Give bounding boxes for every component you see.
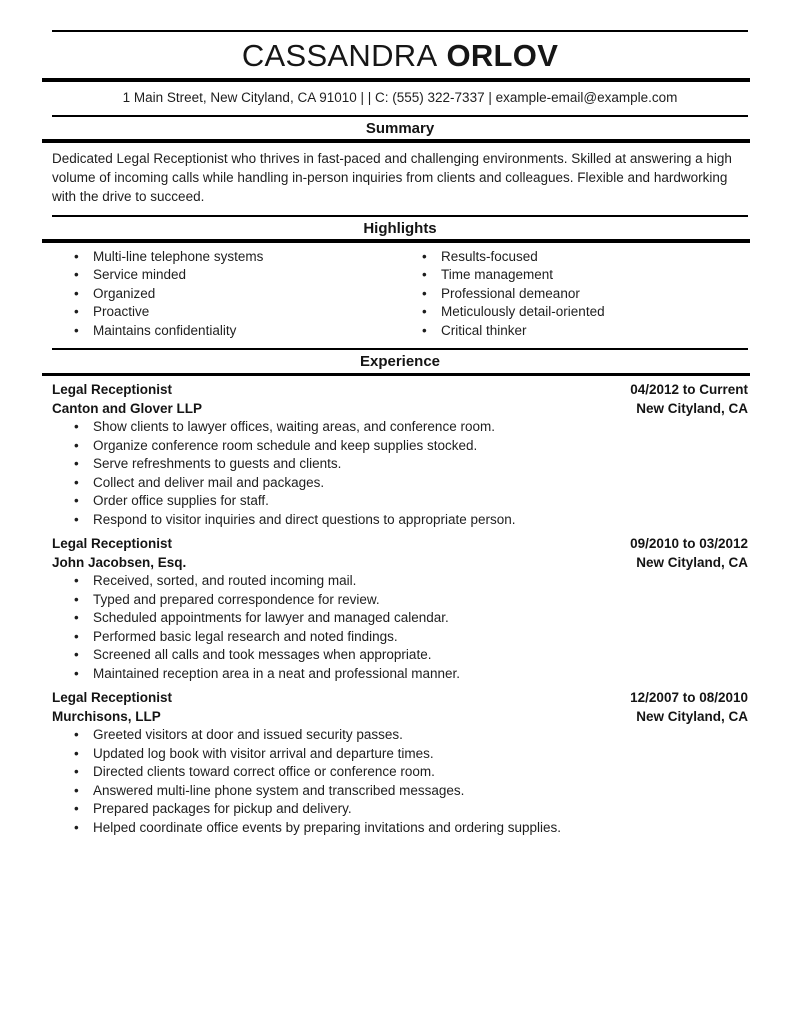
highlights-column-left xyxy=(52,248,400,341)
job-location: New Cityland, CA xyxy=(636,554,748,570)
highlights-column-right xyxy=(400,248,748,341)
experience-section-title: Experience xyxy=(359,353,441,370)
highlights-title-divider xyxy=(42,239,750,243)
highlight-item: • Maintains confidentiality xyxy=(52,322,400,341)
highlight-item: • Organized xyxy=(52,285,400,304)
job-bullet: • Collect and deliver mail and packages. xyxy=(52,474,748,493)
job-dates: 09/2010 to 03/2012 xyxy=(630,536,748,551)
job-subheader-row xyxy=(52,708,748,727)
job-company: John Jacobsen, Esq. xyxy=(52,554,187,570)
job-bullet: • Helped coordinate office events by preparing invitations and ordering supplies. xyxy=(52,819,748,838)
job-title: Legal Receptionist xyxy=(52,690,173,705)
job-dates: 12/2007 to 08/2010 xyxy=(630,690,748,705)
highlights-section-title: Highlights xyxy=(363,219,437,237)
experience-job xyxy=(52,381,748,529)
header-top-divider xyxy=(52,30,748,32)
job-header-row xyxy=(52,535,748,554)
candidate-name xyxy=(0,34,800,78)
highlight-item: • Multi-line telephone systems xyxy=(52,248,400,267)
job-location: New Cityland, CA xyxy=(636,708,748,724)
job-company: Murchisons, LLP xyxy=(52,708,161,724)
summary-section-title: Summary xyxy=(365,119,435,137)
job-company: Canton and Glover LLP xyxy=(52,400,203,416)
experience-job xyxy=(52,535,748,683)
job-subheader-row xyxy=(52,554,748,573)
summary-text: Dedicated Legal Receptionist who thrives in fast-paced and challenging environments. Skilled at answering a high volume of incoming calls while handling in-person inquiries from clients and colleagues. Flexible and hardworking with the drive to succeed. xyxy=(52,150,732,204)
contact-line: 1 Main Street, New Cityland, CA 91010 | | C: (555) 322-7337 | example-email@example.com xyxy=(122,89,678,105)
job-subheader-row xyxy=(52,400,748,419)
job-header-row xyxy=(52,689,748,708)
job-bullet: • Serve refreshments to guests and clients. xyxy=(52,455,748,474)
candidate-first-name: CASSANDRA xyxy=(241,38,438,73)
job-title: Legal Receptionist xyxy=(52,382,173,397)
highlights-list-right xyxy=(400,248,748,341)
candidate-last-name: ORLOV xyxy=(446,38,559,73)
experience-body xyxy=(52,381,748,837)
highlight-item: • Meticulously detail-oriented xyxy=(400,303,748,322)
job-bullet: • Updated log book with visitor arrival and departure times. xyxy=(52,745,748,764)
job-header-row xyxy=(52,381,748,400)
job-bullet-list xyxy=(52,418,748,529)
job-bullet-list xyxy=(52,572,748,683)
job-bullet: • Greeted visitors at door and issued security passes. xyxy=(52,726,748,745)
job-bullet: • Performed basic legal research and noted findings. xyxy=(52,628,748,647)
highlights-columns xyxy=(52,248,748,341)
job-bullet: • Received, sorted, and routed incoming mail. xyxy=(52,572,748,591)
job-bullet: • Order office supplies for staff. xyxy=(52,492,748,511)
highlight-item: • Time management xyxy=(400,266,748,285)
highlight-item: • Results-focused xyxy=(400,248,748,267)
job-bullet: • Respond to visitor inquiries and direct questions to appropriate person. xyxy=(52,511,748,530)
job-bullet: • Screened all calls and took messages when appropriate. xyxy=(52,646,748,665)
job-bullet: • Directed clients toward correct office or conference room. xyxy=(52,763,748,782)
job-dates: 04/2012 to Current xyxy=(630,382,748,397)
job-bullet: • Prepared packages for pickup and delivery. xyxy=(52,800,748,819)
experience-title-divider xyxy=(42,373,750,377)
job-location: New Cityland, CA xyxy=(636,400,748,416)
job-bullet: • Scheduled appointments for lawyer and managed calendar. xyxy=(52,609,748,628)
job-bullet: • Typed and prepared correspondence for review. xyxy=(52,591,748,610)
job-title: Legal Receptionist xyxy=(52,536,173,551)
summary-title-divider xyxy=(42,139,750,143)
experience-job xyxy=(52,689,748,837)
job-bullet: • Maintained reception area in a neat and professional manner. xyxy=(52,665,748,684)
highlight-item: • Service minded xyxy=(52,266,400,285)
job-bullet: • Answered multi-line phone system and transcribed messages. xyxy=(52,782,748,801)
highlights-list-left xyxy=(52,248,400,341)
job-bullet: • Show clients to lawyer offices, waiting areas, and conference room. xyxy=(52,418,748,437)
highlight-item: • Professional demeanor xyxy=(400,285,748,304)
job-bullet: • Organize conference room schedule and keep supplies stocked. xyxy=(52,437,748,456)
highlight-item: • Proactive xyxy=(52,303,400,322)
highlight-item: • Critical thinker xyxy=(400,322,748,341)
job-bullet-list xyxy=(52,726,748,837)
